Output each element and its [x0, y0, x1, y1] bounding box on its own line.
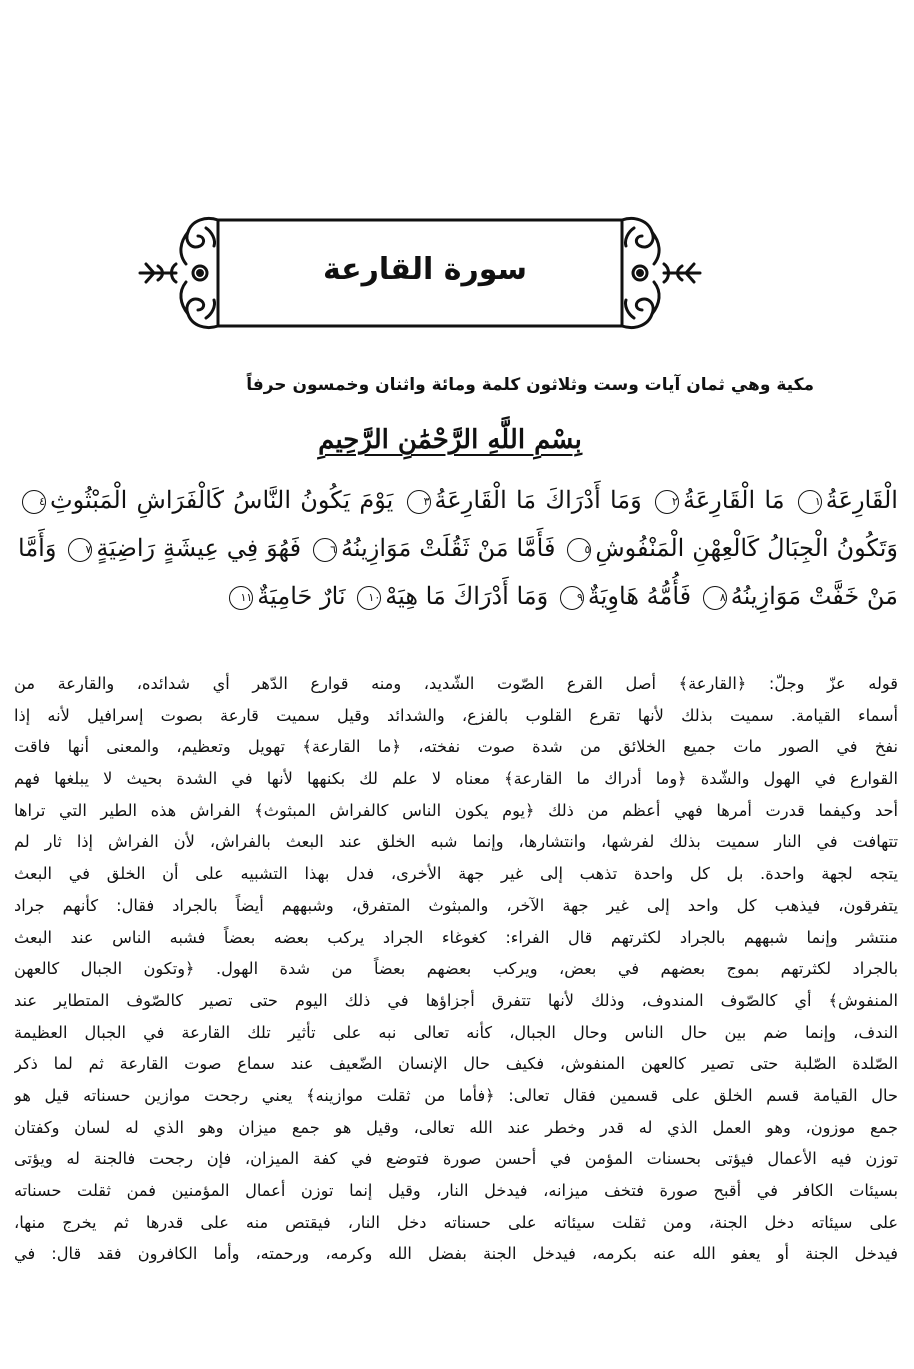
- tafsir-line: بسيئات الكافر في أقبح صورة فتخف ميزانه، فيدخل النار، وقيل إنما توزن أعمال المؤمنين فمن ثقلت حسناته: [14, 1181, 898, 1200]
- tafsir-line: أسماء القيامة. سميت بذلك لأنها تقرع القلوب بالفزع، والشدائد وقيل سميت قارعة بصوت إسرافيل لأنه إذا: [14, 705, 898, 725]
- ayah-text: فَهُوَ فِي عِيشَةٍ رَاضِيَةٍ: [96, 534, 302, 562]
- tafsir-line: يتجه لجهة واحدة. بل كل واحدة تذهب إلى غير جهة الأخرى، فدل بهذا التشبيه على أن الخلق في البعث: [14, 864, 898, 884]
- ayah-text: مَا الْقَارِعَةُ: [682, 486, 785, 514]
- tafsir-line: الندف، وإنما ضم بين حال الناس وحال الجبال، كأنه تعالى نبه على تأثير تلك القارعة في الجبال العظيمة: [14, 1022, 898, 1042]
- ayah-number: ٣: [407, 490, 431, 514]
- ayah-text: فَأُمُّهُ هَاوِيَةٌ: [587, 582, 692, 610]
- tafsir-line: القوارع في الهول والشّدة ﴿وما أدراك ما القارعة﴾ معناه لا علم لك بكنهها لأنها في الشدة بحيث لا يبلغها فهم: [14, 769, 898, 789]
- tafsir-line: يتفرقون، فيذهب كل واحد إلى غير جهة الآخر، والمبثوث المتفرق، وشبههم أيضاً بالجراد فقال: كأنهم جراد: [14, 895, 898, 915]
- tafsir-line: قوله عزّ وجلّ: ﴿القارعة﴾ أصل القرع الصّوت الشّديد، ومنه قوارع الدّهر أي شدائده، والقارعة من: [14, 674, 898, 693]
- ayah-text: الْقَارِعَةُ: [825, 486, 898, 514]
- ayah-text: يَوْمَ يَكُونُ النَّاسُ كَالْفَرَاشِ الْمَبْثُوثِ: [50, 486, 394, 514]
- tafsir-line: نفخ في الصور مات جميع الخلائق من شدة صوت نفخته، ﴿ما القارعة﴾ تهويل وتعظيم، والمعنى أنها فاقت: [14, 737, 898, 757]
- ayah-number: ١: [798, 490, 822, 514]
- ayah-text: وَأَمَّا مَنْ خَفَّتْ مَوَازِينُهُ: [18, 534, 898, 610]
- quran-verses: [18, 476, 898, 620]
- surah-meta-line: مكية وهي ثمان آيات وست وثلاثون كلمة ومائة واثنان وخمسون حرفاً: [246, 375, 814, 395]
- ayah-text: وَمَا أَدْرَاكَ مَا الْقَارِعَةُ: [434, 486, 642, 514]
- tafsir-body: [14, 668, 898, 1270]
- basmala: بِسْمِ اللَّهِ الرَّحْمَٰنِ الرَّحِيمِ: [318, 425, 582, 455]
- surah-title: سورة القارعة: [322, 252, 528, 287]
- ayah-number: ٥: [567, 538, 591, 562]
- ayah-number: ١٠: [357, 586, 381, 610]
- tafsir-line: الصّلدة الصّلبة حتى تصير كالعهن المنفوش، فكيف حال الإنسان الضّعيف عند سماع صوت القارعة ثم لما ذكر: [14, 1054, 898, 1074]
- tafsir-line: جمع موزون، وهو العمل الذي له قدر وخطر عند الله تعالى، وقيل هو جمع ميزان وهو الذي له لسان وكفتان: [14, 1117, 898, 1137]
- tafsir-line: فيدخل الجنة أو يعفو الله عنه بكرمه، فيدخل الجنة بفضل الله وكرمه، ورحمته، وأما الكافرون فقد قال: في: [14, 1244, 898, 1264]
- ayah-number: ١١: [229, 586, 253, 610]
- ayah-text: فَأَمَّا مَنْ ثَقُلَتْ مَوَازِينُهُ: [341, 534, 556, 562]
- tafsir-line: على سيئاته دخل الجنة، ومن ثقلت سيئاته على حسناته دخل النار، فيقتص منه على قدرها ثم يخرج منها،: [14, 1212, 898, 1232]
- tafsir-line: أحد وكيفما قدرت أمرها فهي أعظم من ذلك ﴿يوم يكون الناس كالفراش المبثوث﴾ الفراش هذه الطير التي تراها: [14, 800, 898, 820]
- ayah-number: ٦: [313, 538, 337, 562]
- ayah-text: نَارٌ حَامِيَةٌ: [257, 582, 346, 610]
- ayah-number: ٤: [22, 490, 46, 514]
- ayah-number: ٨: [703, 586, 727, 610]
- tafsir-line: المنفوش﴾ أي كالصّوف المندوف، وذلك لأنها تتفرق أجزاؤها في ذلك اليوم حتى تصير كالصّوف المتطاير عند: [14, 990, 898, 1010]
- ayah-text: وَمَا أَدْرَاكَ مَا هِيَهْ: [385, 582, 549, 610]
- ayah-number: ٩: [560, 586, 584, 610]
- tafsir-line: تتهافت في النار سميت بذلك لفرشها، وانتشارها، وإنما شبه الخلق عند البعث بالفراش، لأن الفراش إذا ثار لم: [14, 832, 898, 852]
- tafsir-line: توزن فيه الأعمال فيؤتى بحسنات المؤمن في أحسن صورة فتوضع في كفة الميزان، فإن رجحت فالجنة له ويؤتى: [14, 1149, 898, 1169]
- ayah-number: ٢: [655, 490, 679, 514]
- ayah-text: وَتَكُونُ الْجِبَالُ كَالْعِهْنِ الْمَنْفُوشِ: [595, 534, 898, 562]
- tafsir-line: بالجراد لكثرتهم بموج بعضهم في بعض، ويركب بعضهم بعضاً من شدة الهول. ﴿وتكون الجبال كالعهن: [14, 959, 898, 979]
- ayah-number: ٧: [68, 538, 92, 562]
- tafsir-line: حال القيامة قسم الخلق على قسمين فقال تعالى: ﴿فأما من ثقلت موازينه﴾ يعني رجحت موازين حسناته قيل هو: [14, 1085, 898, 1105]
- tafsir-line: منتشر وإنما شبههم بالجراد لكثرتهم قال الفراء: كغوغاء الجراد يركب بعضه بعضاً فشبه الناس عند البعث: [14, 927, 898, 947]
